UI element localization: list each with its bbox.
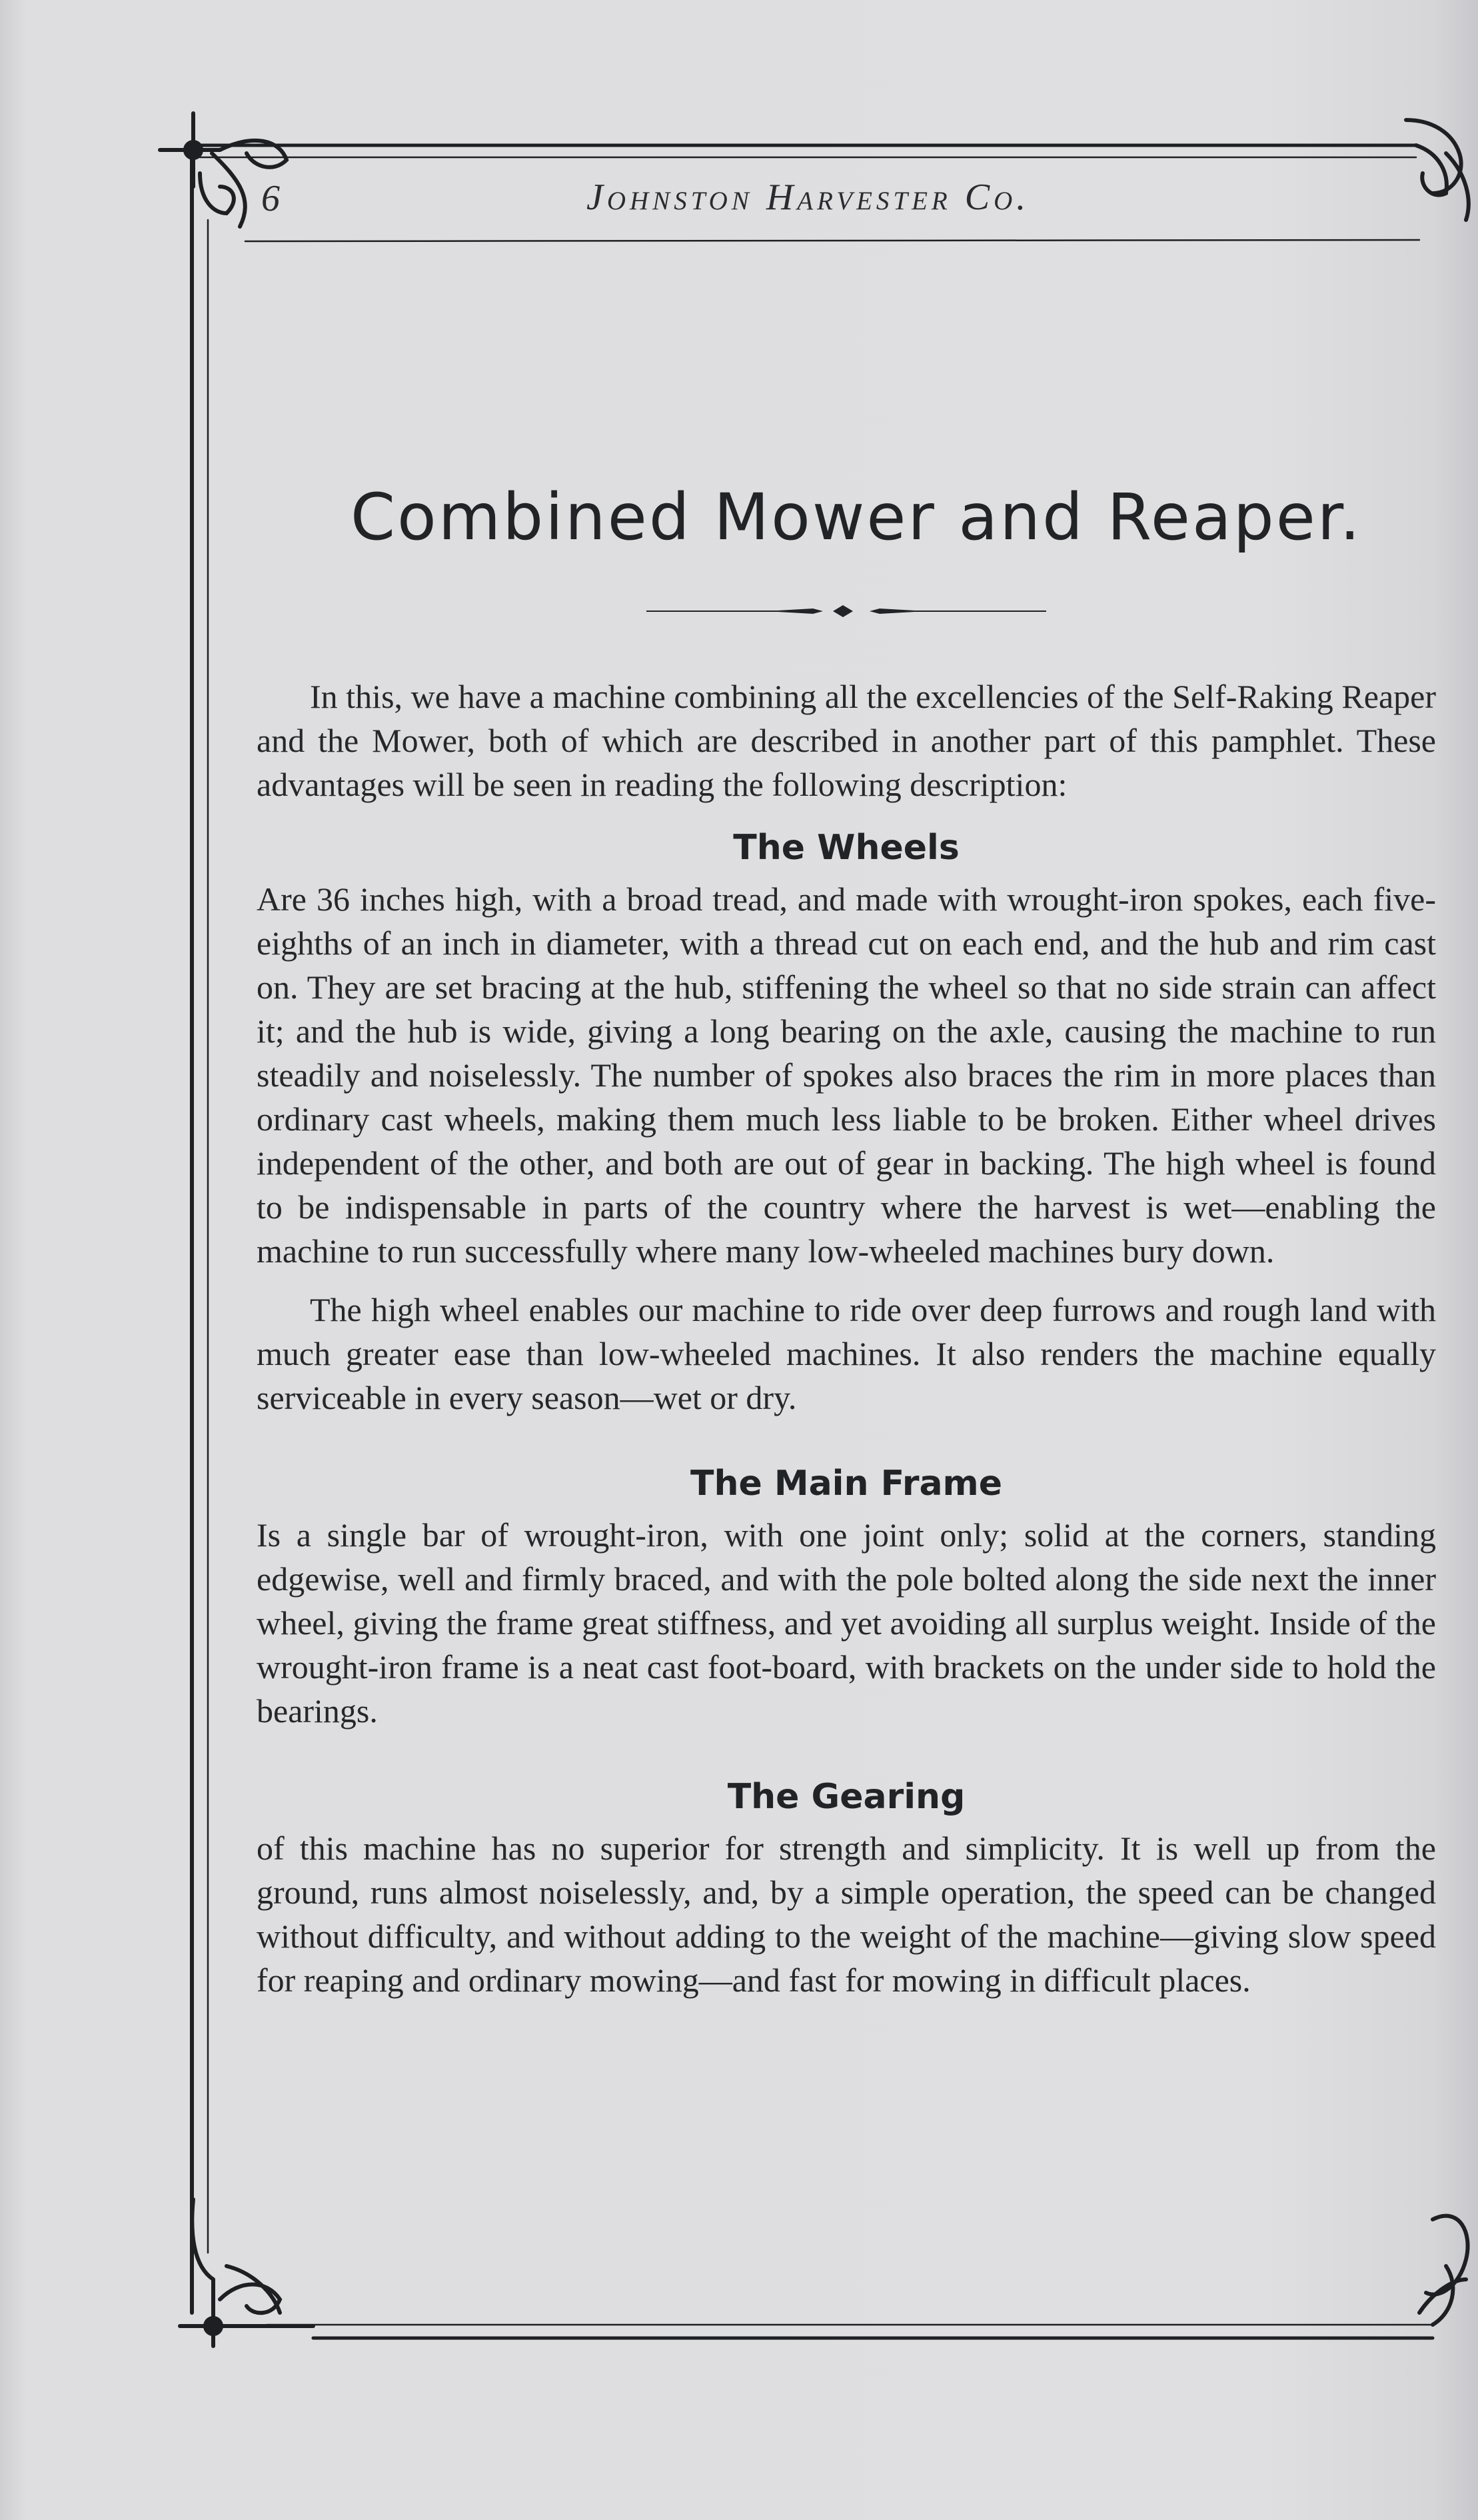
section-heading-main-frame: The Main Frame <box>690 1464 1003 1504</box>
corner-ornament-bottom-left <box>180 2199 313 2346</box>
running-head <box>0 172 1478 225</box>
page-number: 6 <box>261 178 280 219</box>
corner-ornament-bottom-right <box>1419 2216 1468 2325</box>
content-area <box>257 480 1436 2002</box>
main-frame-paragraph: Is a single bar of wrought-iron, with one joint only; solid at the corners, standing edgewise, well and firmly braced, and with the pole bolted along the side next the inner wheel, giving the frame great stiffness, and yet avoiding all surplus weight. Inside of the wrought-iron frame is a neat cast foot-board, with brackets on the under side to hold the bearings. <box>257 1516 1436 1730</box>
running-title: Johnston Harvester Co. <box>586 177 1030 218</box>
title-ornament <box>646 601 1046 621</box>
wheels-paragraph-1: Are 36 inches high, with a broad tread, and made with wrought-iron spokes, each five-eighths of an inch in diameter, with a thread cut on each end, and the hub and rim cast on. They are set bracing at the hub, stiffening the wheel so that no side strain can affect it; and the hub is wide, giving a long bearing on the axle, causing the machine to run steadily and noiselessly. The number of spokes also braces the rim in more places than ordinary cast wheels, making them much less liable to be broken. Either wheel drives independent of the other, and both are out of gear in backing. The high wheel is found to be indispensable in parts of the country where the harvest is wet—enabling the machine to run successfully where many low-wheeled machines bury down. <box>257 880 1436 1270</box>
gearing-paragraph: of this machine has no superior for strength and simplicity. It is well up from the ground, runs almost noiselessly, and, by a simple operation, the speed can be changed without difficulty, and without adding to the weight of the machine—giving slow speed for reaping and ordinary mowing—and fast for mowing in difficult places. <box>257 1830 1436 1999</box>
section-heading-gearing: The Gearing <box>727 1777 966 1817</box>
page-title: Combined Mower and Reaper. <box>351 480 1362 555</box>
intro-paragraph: In this, we have a machine combining all the excellencies of the Self-Raking Reaper and the Mower, both of which are described in another part of this pamphlet. These advantages will be seen in reading the following description: <box>257 678 1436 803</box>
section-heading-wheels: The Wheels <box>733 828 960 868</box>
wheels-paragraph-2: The high wheel enables our machine to ride over deep furrows and rough land with much greater ease than low-wheeled machines. It also renders the machine equally serviceable in every season—wet or dry. <box>257 1291 1436 1416</box>
